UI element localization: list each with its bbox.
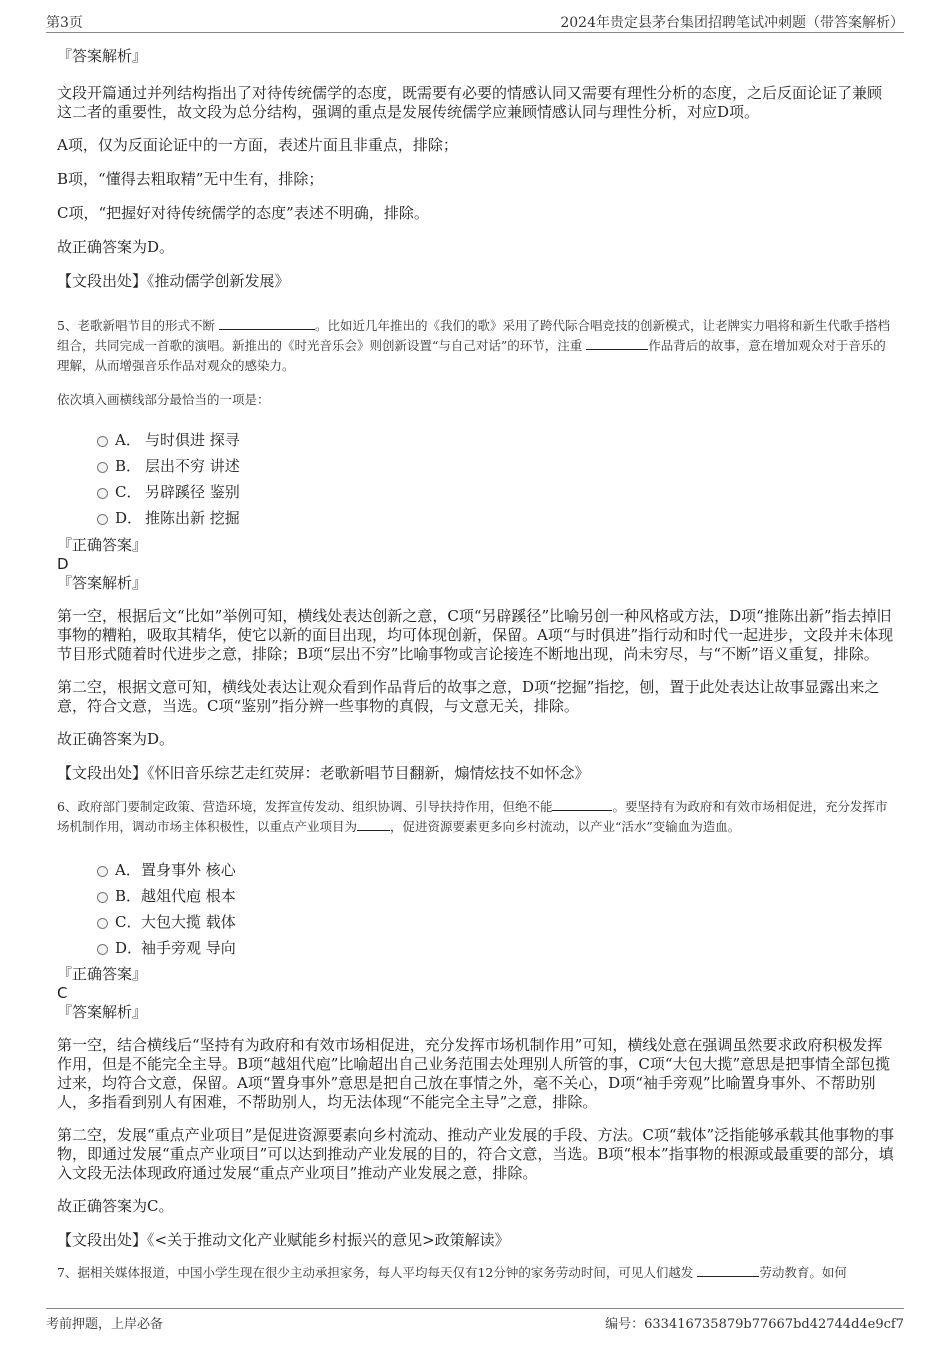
page-header [46,12,904,33]
analysis-paragraph: 文段开篇通过并列结构指出了对待传统儒学的态度，既需要有必要的情感认同又需要有理性分析的态度，之后反面论证了兼顾这二者的重要性，故文段为总分结构，强调的重点是发展传统儒学应兼顾情感认同与理性分析，对应D项。 [57,84,883,121]
option-d[interactable]: D． 袖手旁观 导向 [57,935,895,961]
conclusion: 故正确答案为D。 [57,730,175,748]
question-7-stem: 7、据相关媒体报道，中国小学生现在很少主动承担家务，每人平均每天仅有12分钟的家务劳动时间，可见人们越发 劳动教育。如何 [57,1265,847,1280]
option-c[interactable]: C． 大包大揽 载体 [57,909,895,935]
analysis-option-b: B项，“懂得去粗取精”无中生有，排除； [57,170,324,188]
source-citation: 【文段出处】《推动儒学创新发展》 [57,272,290,290]
conclusion: 故正确答案为D。 [57,238,175,256]
analysis-label: 『答案解析』 [57,1003,148,1021]
analysis-paragraph: 第二空，根据文意可知，横线处表达让观众看到作品背后的故事之意，D项“挖掘”指挖，刨，置于此处表达让故事显露出来之意，符合文意，当选。C项“鉴别”指分辨一些事物的真假，与文意无关，排除。 [57,678,880,715]
analysis-paragraph: 第一空，根据后文“比如”举例可知，横线处表达创新之意，C项“另辟蹊径”比喻另创一种风格或方法，D项“推陈出新”指去掉旧事物的糟粕，吸取其精华，使它以新的面目出现，均可体现创新，保留。A项“与时俱进”指行动和时代一起进步，文段并未体现节目形式随着时代进步之意，排除；B项“层出不穷”比喻事物或言论接连不断地出现，尚未穷尽，与“不断”语义重复，排除。 [57,607,894,663]
footer-slogan: 考前押题，上岸必备 [46,1317,164,1332]
radio-icon[interactable] [97,944,108,955]
answer-blank [357,817,390,831]
radio-icon[interactable] [97,892,108,903]
option-a[interactable]: A． 置身事外 核心 [57,857,895,883]
question-6-stem: 6、政府部门要制定政策、营造环境，发挥宣传发动、组织协调、引导扶持作用，但绝不能 。要坚持有为政府和有效市场相促进，充分发挥市场机制作用，调动市场主体积极性，以重点产业项目为 ，促进资源要素更多向乡村流动，以产业“活水”变输血为造血。 [57,799,888,834]
conclusion: 故正确答案为C。 [57,1197,174,1215]
radio-icon[interactable] [97,514,108,525]
correct-answer: D [57,555,69,573]
question-5-prompt: 依次填入画横线部分最恰当的一项是： [57,392,270,407]
question-6-options [57,857,895,961]
source-citation: 【文段出处】《怀旧音乐综艺走红荧屏：老歌新唱节目翻新，煽情炫技不如怀念》 [57,764,590,782]
analysis-label: 『答案解析』 [57,47,148,65]
correct-answer-label: 『正确答案』 [57,536,148,554]
radio-icon[interactable] [97,866,108,877]
radio-icon[interactable] [97,462,108,473]
question-5-options [57,427,895,531]
radio-icon[interactable] [97,488,108,499]
question-5-stem: 5、老歌新唱节目的形式不断 。比如近几年推出的《我们的歌》采用了跨代际合唱竞技的创新模式，让老牌实力唱将和新生代歌手搭档组合，共同完成一首歌的演唱。新推出的《时光音乐会》则创新设置“与自己对话”的环节，注重 作品背后的故事，意在增加观众对于音乐的理解，从而增强音乐作品对观众的感染力。 [57,318,890,373]
radio-icon[interactable] [97,436,108,447]
document-id: 编号：633416735879b77667bd42744d4e9cf7 [605,1317,904,1332]
answer-blank [697,1263,759,1277]
answer-blank [219,316,315,330]
document-title: 2024年贵定县茅台集团招聘笔试冲刺题（带答案解析） [560,15,904,31]
analysis-paragraph: 第一空，结合横线后“坚持有为政府和有效市场相促进，充分发挥市场机制作用”可知，横线处意在强调虽然要求政府积极发挥作用，但是不能完全主导。B项“越俎代庖”比喻超出自己业务范围去处理别人所管的事，C项“大包大揽”意思是把事情全部包揽过来，均符合文意，保留。A项“置身事外”意思是把自己放在事情之外，毫不关心，D项“袖手旁观”比喻置身事外、不帮助别人，多指看到别人有困难，不帮助别人，均无法体现“不能完全主导”之意，排除。 [57,1036,891,1111]
footer-divider [46,1308,904,1309]
page-content [57,42,895,1283]
answer-blank [586,336,648,350]
option-b[interactable]: B． 层出不穷 讲述 [57,453,895,479]
radio-icon[interactable] [97,918,108,929]
option-b[interactable]: B． 越俎代庖 根本 [57,883,895,909]
option-c[interactable]: C． 另辟蹊径 鉴别 [57,479,895,505]
analysis-paragraph: 第二空，发展“重点产业项目”是促进资源要素向乡村流动、推动产业发展的手段、方法。C项“载体”泛指能够承载其他事物的事物，即通过发展“重点产业项目”可以达到推动产业发展的目的，符合文意，当选。B项“根本”指事物的根源或最重要的部分，填入文段无法体现政府通过发展“重点产业项目”推动产业发展之意，排除。 [57,1126,895,1182]
analysis-option-c: C项，“把握好对待传统儒学的态度”表述不明确，排除。 [57,204,429,222]
source-citation: 【文段出处】《<关于推动文化产业赋能乡村振兴的意见>政策解读》 [57,1231,510,1249]
correct-answer-label: 『正确答案』 [57,965,148,983]
answer-blank [552,797,612,811]
analysis-label: 『答案解析』 [57,574,148,592]
analysis-option-a: A项，仅为反面论证中的一方面，表述片面且非重点，排除； [57,136,458,154]
option-d[interactable]: D． 推陈出新 挖掘 [57,505,895,531]
page-number: 第3页 [46,15,83,31]
option-a[interactable]: A． 与时俱进 探寻 [57,427,895,453]
correct-answer: C [57,984,68,1002]
